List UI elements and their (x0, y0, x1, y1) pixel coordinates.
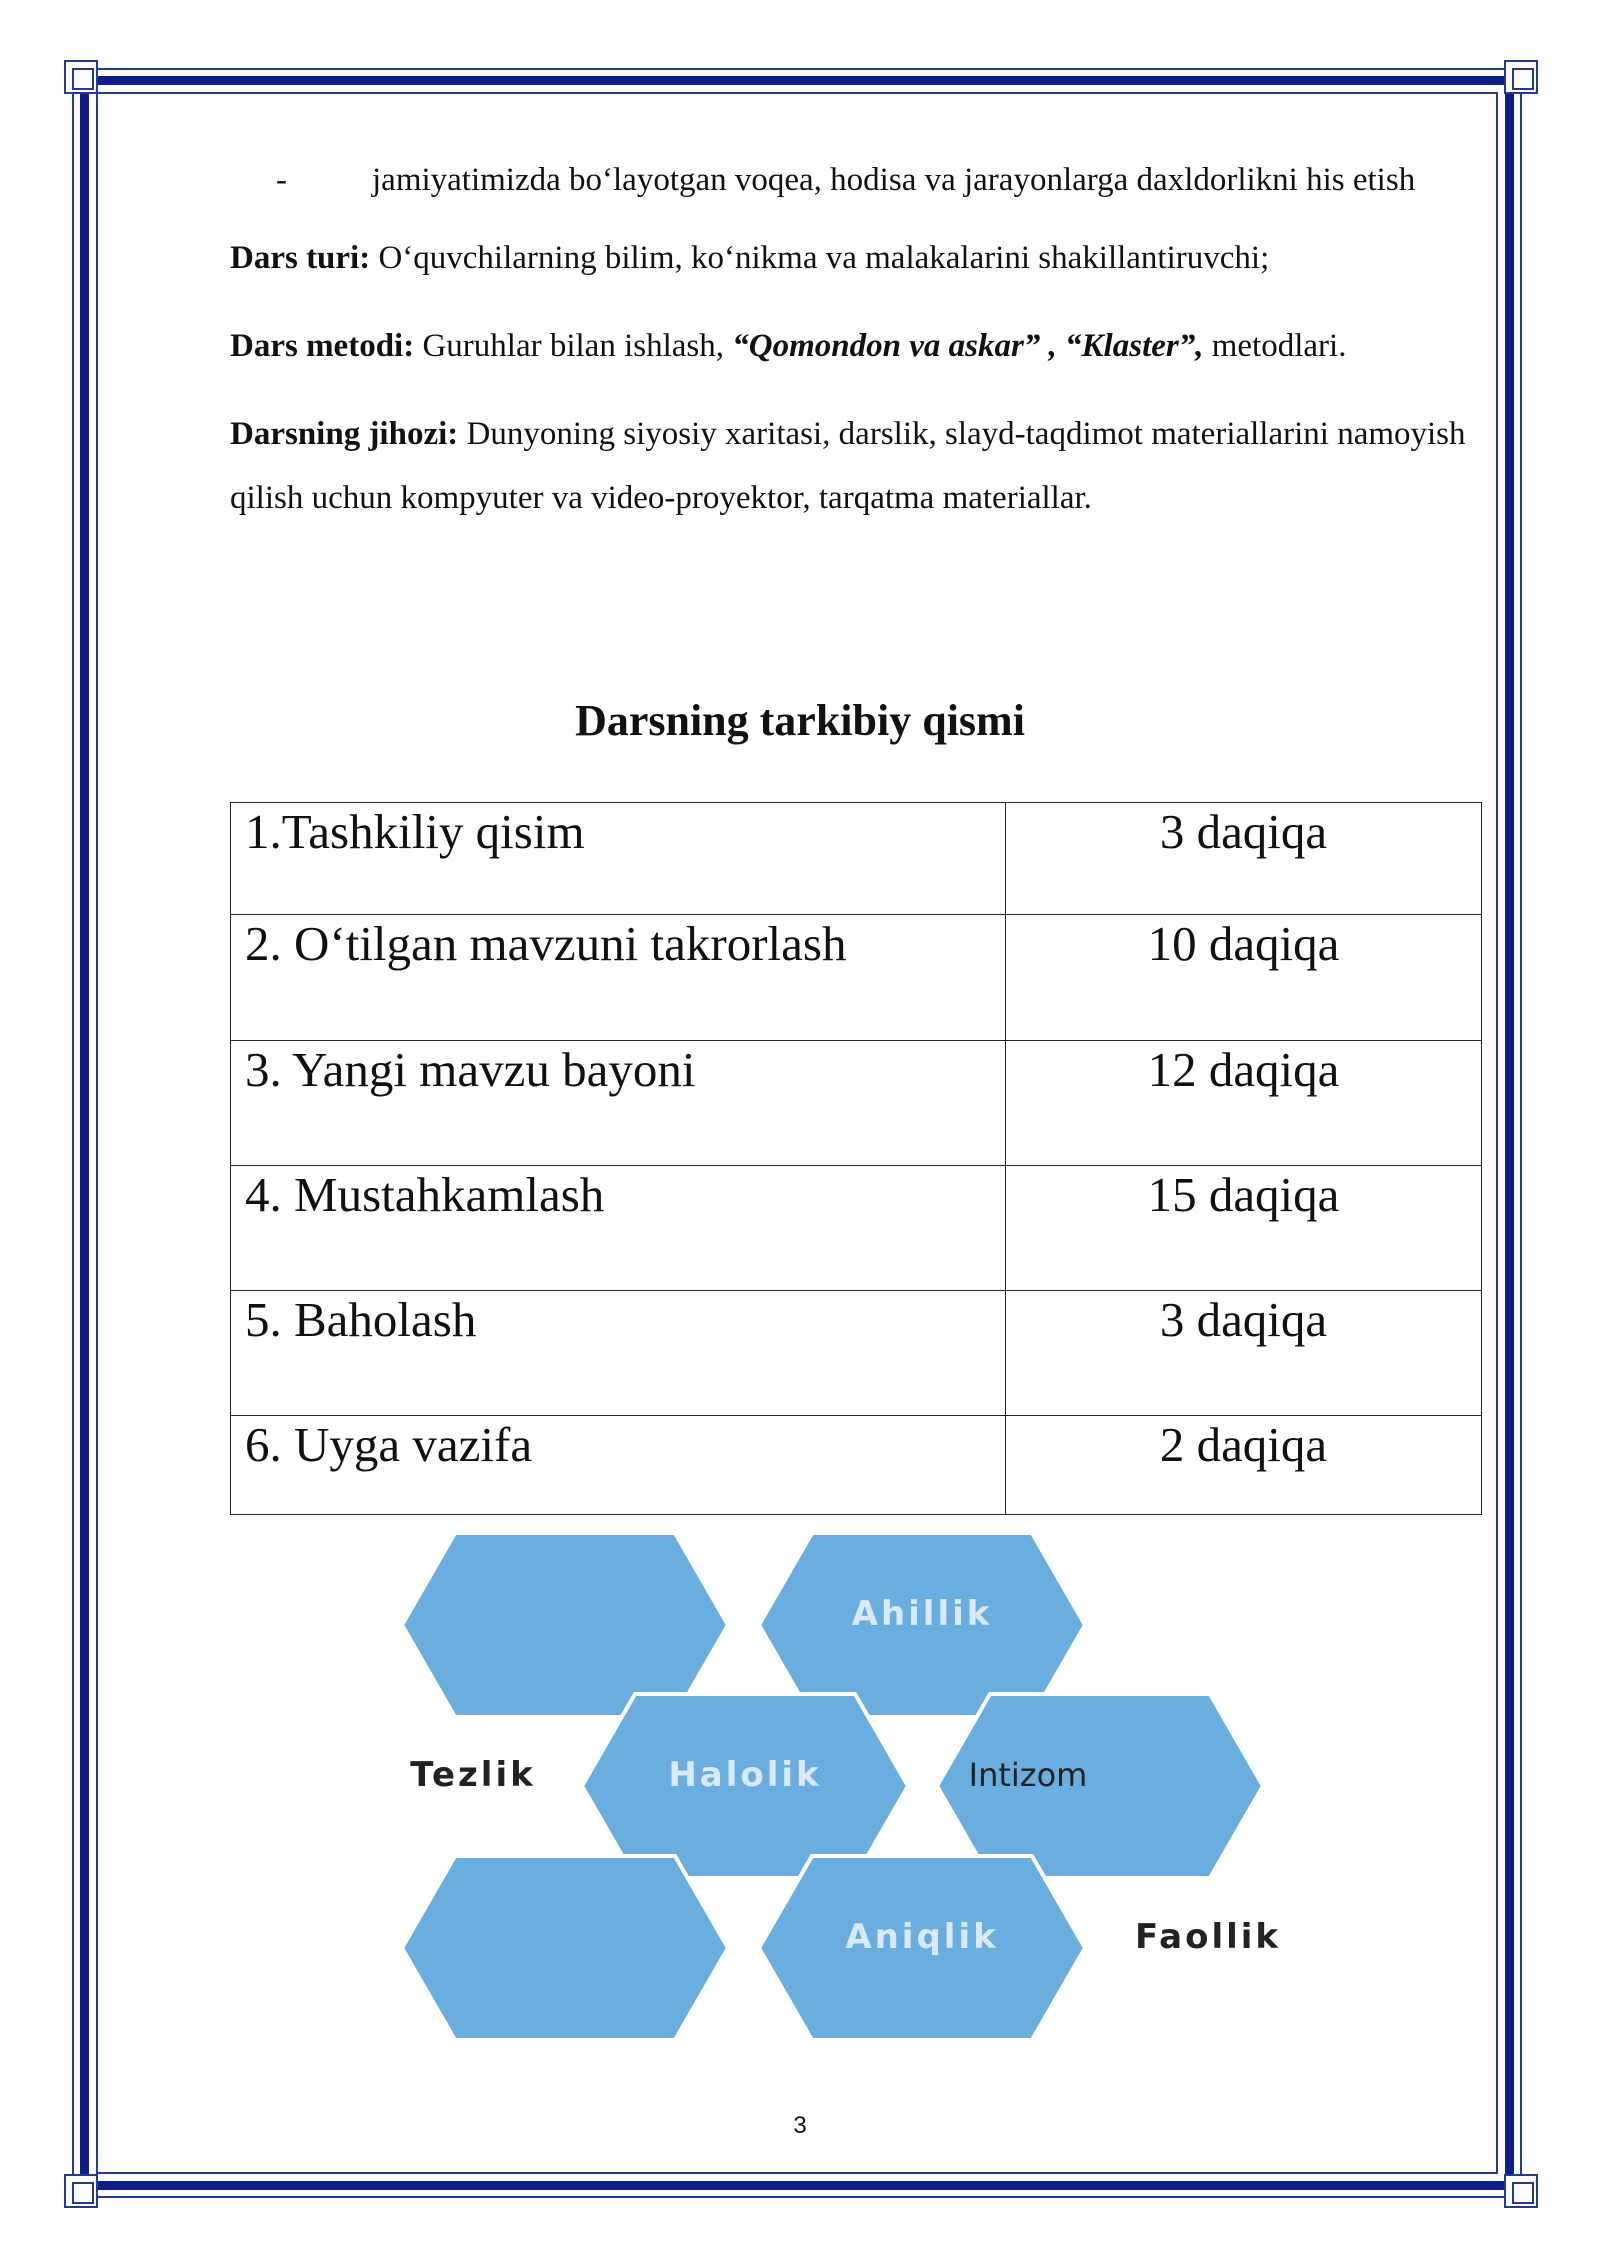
darsning-jihozi-text: Dunyoning siyosiy xaritasi, darslik, slayd-taqdimot materiallarini namoyish qilish uchun kompyuter va video-proyektor, tarqatma materiallar. (230, 416, 1466, 516)
outside-label-tezlik: Tezlik (410, 1755, 536, 1795)
page-number: 3 (793, 2112, 807, 2139)
plan-part: 1.Tashkiliy qisim (231, 803, 1006, 915)
plan-time: 12 daqiqa (1006, 1041, 1482, 1166)
hexagon-empty-top-left (402, 1533, 728, 1717)
plan-part: 3. Yangi mavzu bayoni (231, 1041, 1006, 1166)
dars-turi-text: O‘quvchilarning bilim, ko‘nikma va malakalarini shakillantiruvchi; (370, 240, 1270, 276)
plan-part: 5. Baholash (231, 1291, 1006, 1416)
plan-part: 6. Uyga vazifa (231, 1416, 1006, 1515)
plan-time: 15 daqiqa (1006, 1166, 1482, 1291)
plan-time: 2 daqiqa (1006, 1416, 1482, 1515)
dars-metodi-text: Guruhlar bilan ishlash, (414, 328, 733, 364)
dars-metodi-end: metodlari. (1203, 328, 1347, 364)
hex-label-ahillik: Ahillik (851, 1594, 993, 1634)
plan-part: 4. Mustahkamlash (231, 1166, 1006, 1291)
hex-label-halolik: Halolik (668, 1755, 822, 1795)
bullet-text: jamiyatimizda bo‘layotgan voqea, hodisa va jarayonlarga daxldorlikni his etish (372, 162, 1416, 198)
plan-time: 10 daqiqa (1006, 915, 1482, 1041)
section-title: Darsning tarkibiy qismi (575, 696, 1025, 745)
method-klaster: “Klaster”, (1056, 328, 1204, 364)
plan-part: 2. O‘tilgan mavzuni takrorlash (231, 915, 1006, 1041)
bullet-dash: - (276, 162, 287, 198)
hex-label-aniqlik: Aniqlik (845, 1917, 999, 1957)
outside-label-faollik: Faollik (1134, 1917, 1282, 1957)
plan-time: 3 daqiqa (1006, 1291, 1482, 1416)
method-qomondon: “Qomondon va askar” , (732, 328, 1057, 364)
plan-time: 3 daqiqa (1006, 803, 1482, 915)
darsning-jihozi-label: Darsning jihozi: (230, 416, 459, 452)
dars-metodi-label: Dars metodi: (230, 328, 415, 364)
hex-label-intizom: Intizom (968, 1756, 1088, 1794)
hexagon-empty-bottom-left (402, 1856, 728, 2040)
dars-turi-label: Dars turi: (230, 240, 371, 276)
